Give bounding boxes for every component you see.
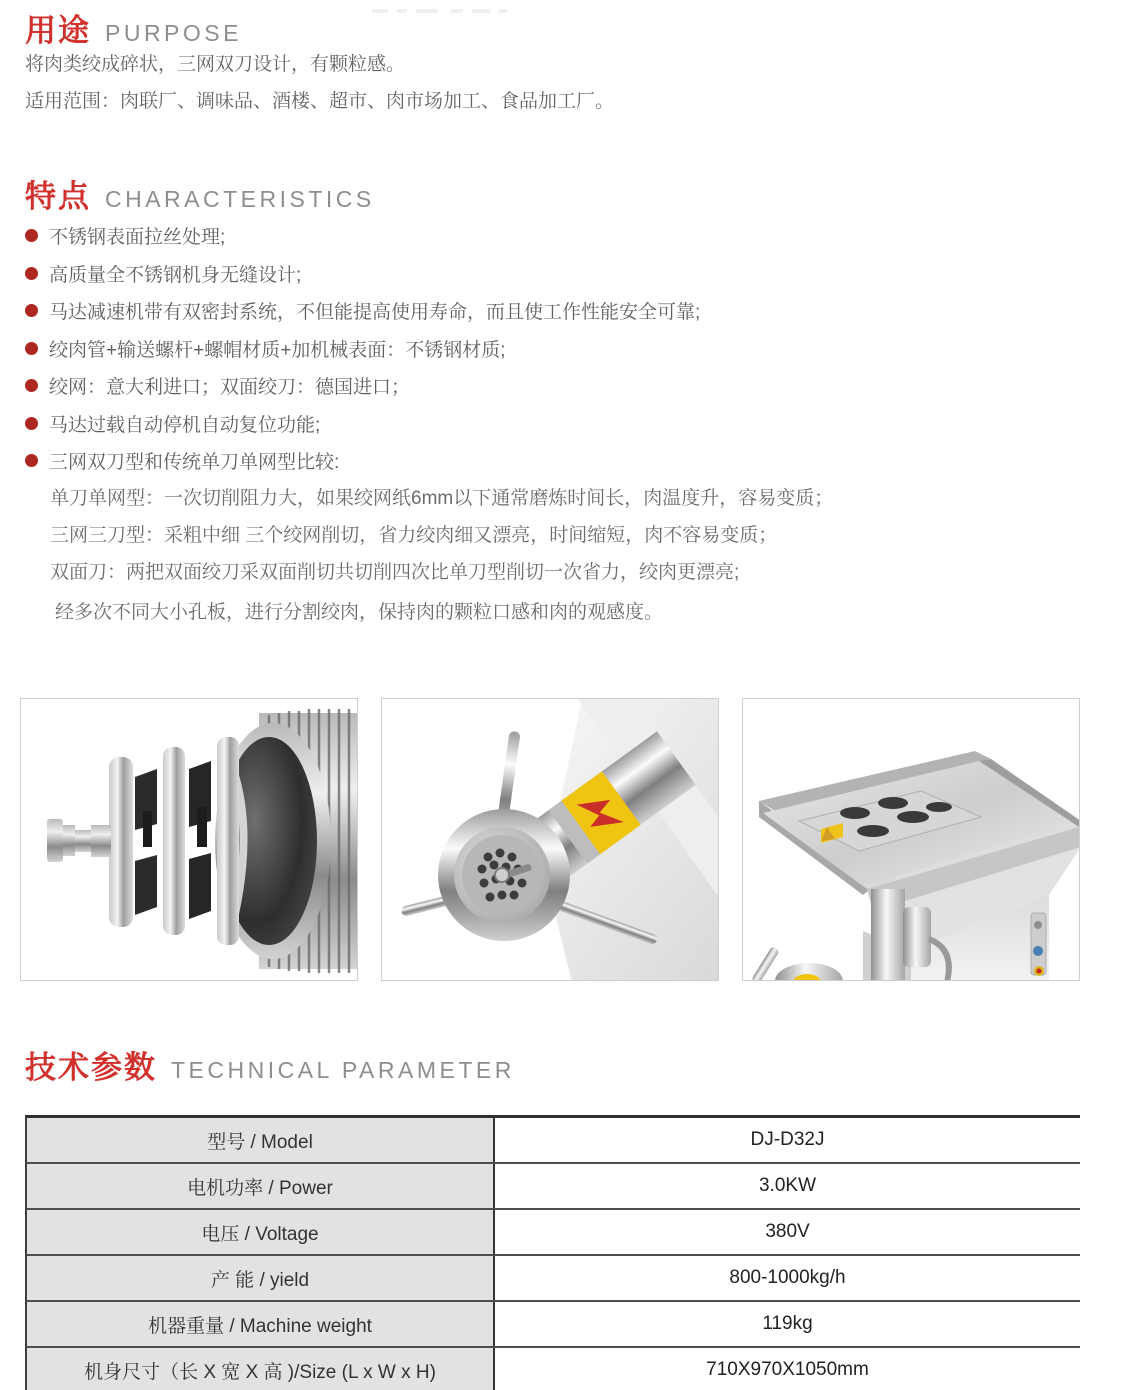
purpose-paragraph	[25, 46, 614, 120]
bullet-icon	[25, 229, 38, 242]
spec-value-size: 710X970X1050mm	[495, 1348, 1080, 1390]
technical-section-title	[25, 1042, 515, 1087]
characteristics-title-cn: 特点	[25, 179, 91, 214]
characteristics-bullet-list	[25, 217, 700, 480]
subline-1: 单刀单网型：一次切削阻力大，如果绞网纸6mm以下通常磨炼时间长，肉温度升，容易变质；	[50, 488, 834, 509]
spec-label-model: 型号 / Model	[27, 1118, 495, 1162]
bullet-icon	[25, 454, 38, 467]
bullet-icon	[25, 267, 38, 280]
comparison-sublines	[50, 480, 833, 631]
subline-4: 经多次不同大小孔板，进行分割绞肉，保持肉的颗粒口感和肉的观感度。	[55, 602, 664, 623]
spec-label-size: 机身尺寸（长 X 宽 X 高 )/Size (L x W x H)	[27, 1348, 495, 1390]
spec-value-weight: 119kg	[495, 1302, 1080, 1346]
spec-value-model: DJ-D32J	[495, 1118, 1080, 1162]
technical-title-en: TECHNICAL PARAMETER	[171, 1057, 515, 1083]
bullet-text: 高质量全不锈钢机身无缝设计;	[49, 264, 302, 286]
feed-tray-illustration	[743, 699, 1080, 981]
spec-value-yield: 800-1000kg/h	[495, 1256, 1080, 1300]
grinder-head-illustration	[382, 699, 719, 981]
spec-value-power: 3.0KW	[495, 1164, 1080, 1208]
table-row	[27, 1118, 1080, 1164]
table-row	[27, 1210, 1080, 1256]
cut-off-text-remnant	[372, 0, 516, 18]
table-row	[27, 1164, 1080, 1210]
bullet-icon	[25, 379, 38, 392]
purpose-line-2: 适用范围：肉联厂、调味品、酒楼、超市、肉市场加工、食品加工厂。	[25, 91, 615, 112]
purpose-title-cn: 用途	[25, 13, 91, 48]
spec-value-voltage: 380V	[495, 1210, 1080, 1254]
spec-label-power: 电机功率 / Power	[27, 1164, 495, 1208]
spec-label-weight: 机器重量 / Machine weight	[27, 1302, 495, 1346]
list-item	[25, 255, 700, 293]
characteristics-title-en: CHARACTERISTICS	[105, 186, 375, 212]
purpose-line-1: 将肉类绞成碎状，三网双刀设计，有颗粒感。	[25, 54, 406, 75]
spec-table	[25, 1115, 1080, 1390]
bullet-icon	[25, 417, 38, 430]
grinding-plates-illustration	[21, 699, 358, 981]
bullet-icon	[25, 304, 38, 317]
list-item	[25, 367, 700, 405]
product-photo-grinder-head	[381, 698, 719, 981]
bullet-text: 马达过载自动停机自动复位功能;	[49, 414, 321, 436]
characteristics-section-title	[25, 171, 375, 216]
table-row	[27, 1348, 1080, 1390]
bullet-text: 绞网：意大利进口；双面绞刀：德国进口；	[49, 377, 411, 399]
list-item	[25, 330, 700, 368]
bullet-icon	[25, 342, 38, 355]
table-row	[27, 1256, 1080, 1302]
product-photo-grinding-plates	[20, 698, 358, 981]
list-item	[25, 292, 700, 330]
table-row	[27, 1302, 1080, 1348]
bullet-text: 马达减速机带有双密封系统，不但能提高使用寿命，而且使工作性能安全可靠;	[49, 302, 701, 324]
bullet-text: 绞肉管+输送螺杆+螺帽材质+加机械表面：不锈钢材质;	[49, 339, 506, 361]
list-item	[25, 442, 700, 480]
spec-label-voltage: 电压 / Voltage	[27, 1210, 495, 1254]
spec-label-yield: 产 能 / yield	[27, 1256, 495, 1300]
purpose-title-en: PURPOSE	[105, 20, 242, 46]
technical-title-cn: 技术参数	[25, 1050, 157, 1085]
bullet-text: 不锈钢表面拉丝处理;	[49, 227, 226, 249]
product-photo-feed-tray	[742, 698, 1080, 981]
list-item	[25, 405, 700, 443]
purpose-section-title	[25, 5, 242, 50]
subline-2: 三网三刀型：采粗中细 三个绞网削切，省力绞肉细又漂亮，时间缩短，肉不容易变质；	[50, 525, 778, 546]
bullet-text: 三网双刀型和传统单刀单网型比较:	[49, 452, 340, 474]
list-item	[25, 217, 700, 255]
subline-3: 双面刀：两把双面绞刀采双面削切共切削四次比单刀型削切一次省力，绞肉更漂亮;	[50, 562, 740, 583]
